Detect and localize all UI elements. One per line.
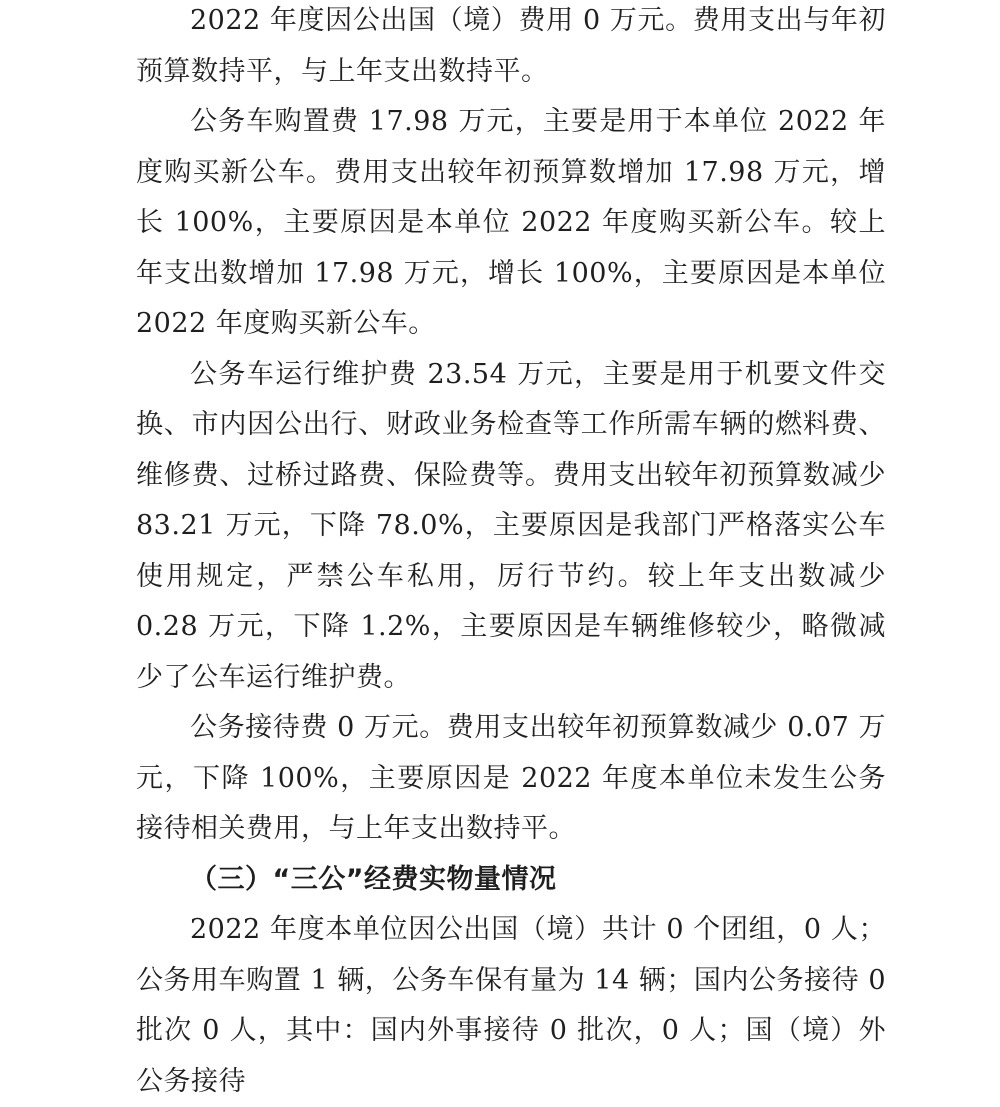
paragraph-vehicle-maintenance: 公务车运行维护费 23.54 万元，主要是用于机要文件交换、市内因公出行、财政业务检查等工作所需车辆的燃料费、维修费、过桥过路费、保险费等。费用支出较年初预算数减少 83.21 万元，下降 78.0%，主要原因是我部门严格落实公车使用规定，严禁公车私用，厉行节约。较上年支出数减少 0.28 万元，下降 1.2%，主要原因是车辆维修较少，略微减少了公车运行维护费。 [136, 358, 886, 693]
paragraph-official-reception: 公务接待费 0 万元。费用支出较年初预算数减少 0.07 万元，下降 100%，主要原因是 2022 年度本单位未发生公务接待相关费用，与上年支出数持平。 [136, 712, 886, 844]
paragraph-overseas-travel: 2022 年度因公出国（境）费用 0 万元。费用支出与年初预算数持平，与上年支出数持平。 [136, 5, 886, 87]
section-heading: （三）“三公”经费实物量情况 [190, 863, 557, 895]
paragraph-physical-quantity: 2022 年度本单位因公出国（境）共计 0 个团组，0 人；公务用车购置 1 辆，公务车保有量为 14 辆；国内公务接待 0 批次 0 人，其中：国内外事接待 0 批次，0 人；国（境）外公务接待 [136, 914, 886, 1097]
document-body [136, 0, 886, 1107]
paragraph-vehicle-purchase: 公务车购置费 17.98 万元，主要是用于本单位 2022 年度购买新公车。费用支出较年初预算数增加 17.98 万元，增长 100%，主要原因是本单位 2022 年度购买新公车。较上年支出数增加 17.98 万元，增长 100%，主要原因是本单位 2022 年度购买新公车。 [136, 106, 886, 339]
